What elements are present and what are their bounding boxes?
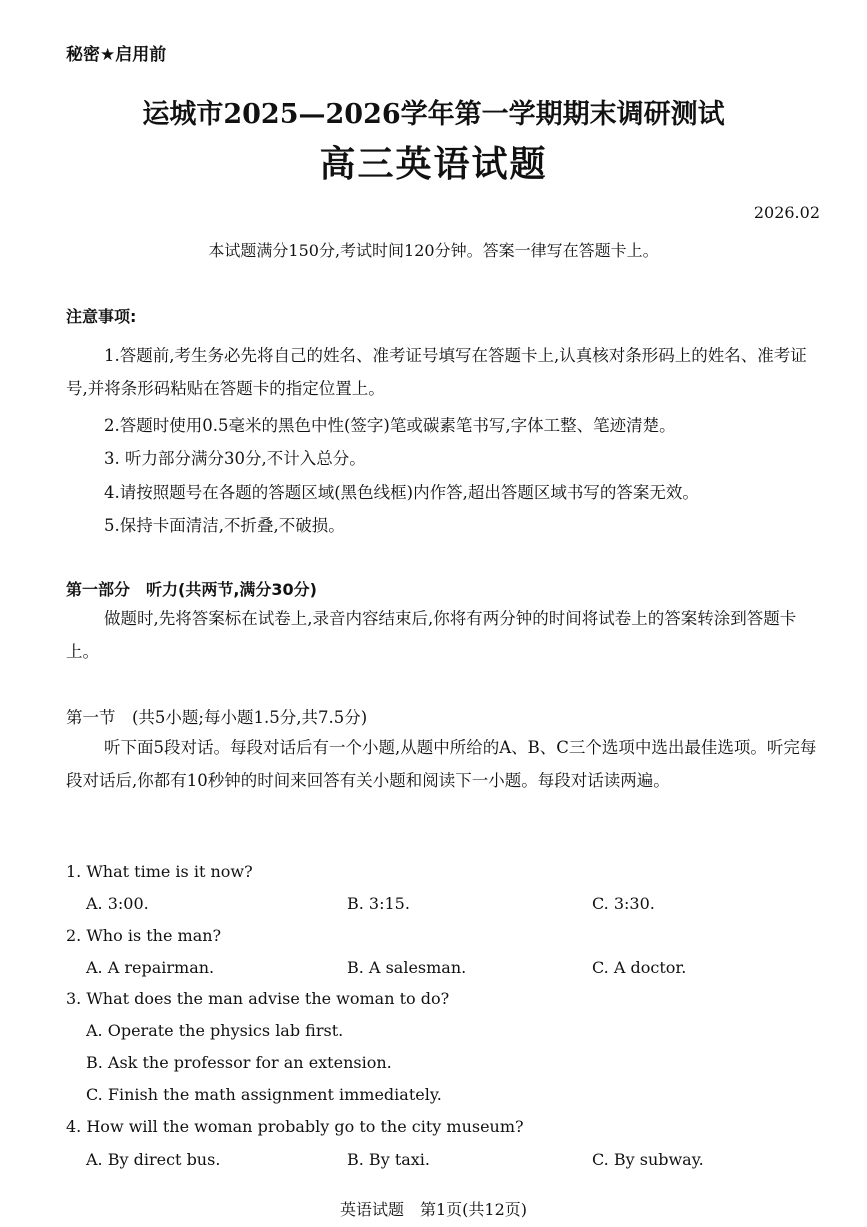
notes-heading: 注意事项: [66,307,137,326]
question-2-option-a: A. A repairman. [86,958,215,977]
part1-heading: 第一部分 听力(共两节,满分30分) [66,580,317,599]
part1-instruction: 做题时,先将答案标在试卷上,录音内容结束后,你将有两分钟的时间将试卷上的答案转涂到答题卡上。 [66,609,797,661]
section1-heading: 第一节 (共5小题;每小题1.5分,共7.5分) [66,708,368,727]
note-item-2: 2.答题时使用0.5毫米的黑色中性(签字)笔或碳素笔书写,字体工整、笔迹清楚。 [104,416,676,435]
question-1-option-a: A. 3:00. [86,894,149,913]
question-1-option-b: B. 3:15. [347,894,410,913]
page-footer: 英语试题 第1页(共12页) [339,1200,528,1219]
exam-title: 运城市2025—2026学年第一学期期末调研测试 [142,99,725,130]
question-4-option-b: B. By taxi. [347,1150,431,1169]
question-2-stem: 2. Who is the man? [66,926,222,945]
note-item-5: 5.保持卡面清洁,不折叠,不破损。 [104,516,345,535]
question-2-option-b: B. A salesman. [347,958,467,977]
question-3-stem: 3. What does the man advise the woman to do? [66,989,450,1008]
question-4-stem: 4. How will the woman probably go to the city museum? [66,1117,524,1136]
question-1-stem: 1. What time is it now? [66,862,253,881]
question-3-option-a: A. Operate the physics lab first. [86,1021,344,1040]
exam-intro: 本试题满分150分,考试时间120分钟。答案一律写在答题卡上。 [208,241,659,260]
exam-subject-title: 高三英语试题 [319,143,548,185]
question-3-option-b: B. Ask the professor for an extension. [86,1053,392,1072]
note-item-4: 4.请按照题号在各题的答题区域(黑色线框)内作答,超出答题区域书写的答案无效。 [104,483,699,502]
note-item-3: 3. 听力部分满分30分,不计入总分。 [104,449,366,468]
question-3-option-c: C. Finish the math assignment immediately. [86,1085,442,1104]
note-item-1: 1.答题前,考生务必先将自己的姓名、准考证号填写在答题卡上,认真核对条形码上的姓名、准考证号,并将条形码粘贴在答题卡的指定位置上。 [66,346,807,398]
exam-date: 2026.02 [753,203,820,222]
confidential-label: 秘密★启用前 [66,45,167,65]
question-2-option-c: C. A doctor. [592,958,687,977]
section1-instruction: 听下面5段对话。每段对话后有一个小题,从题中所给的A、B、C三个选项中选出最佳选项。听完每段对话后,你都有10秒钟的时间来回答有关小题和阅读下一小题。每段对话读两遍。 [66,738,817,790]
question-4-option-a: A. By direct bus. [86,1150,221,1169]
question-4-option-c: C. By subway. [592,1150,704,1169]
question-1-option-c: C. 3:30. [592,894,655,913]
